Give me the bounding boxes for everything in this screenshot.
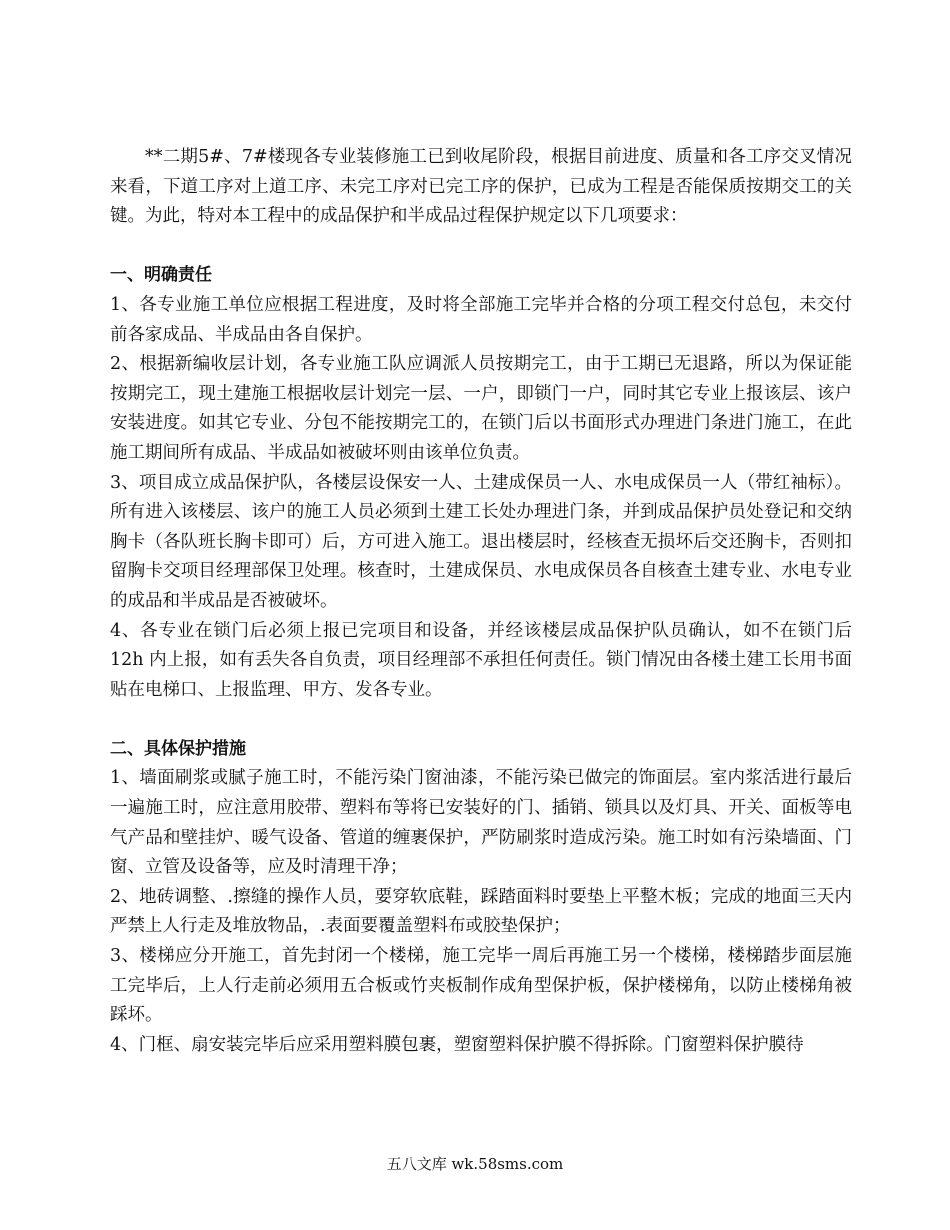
- spacer: [110, 705, 852, 735]
- document-body: [110, 143, 852, 1060]
- list-item: 1、墙面刷浆或腻子施工时，不能污染门窗油漆，不能污染已做完的饰面层。室内浆活进行最后一遍施工时，应注意用胶带、塑料布等将已安装好的门、插销、锁具以及灯具、开关、面板等电气产品和壁挂炉、暖气设备、管道的缠裹保护，严防刷浆时造成污染。施工时如有污染墙面、门窗、立管及设备等，应及时清理干净；: [110, 768, 852, 878]
- list-item: 3、楼梯应分开施工，首先封闭一个楼梯，施工完毕一周后再施工另一个楼梯，楼梯踏步面层施工完毕后，上人行走前必须用五合板或竹夹板制作成角型保护板，保护楼梯角，以防止楼梯角被踩坏。: [110, 946, 852, 1026]
- list-item: 4、门框、扇安装完毕后应采用塑料膜包裹，塑窗塑料保护膜不得拆除。门窗塑料保护膜待: [110, 1034, 804, 1055]
- list-item: 2、地砖调整、.擦缝的操作人员，要穿软底鞋，踩踏面料时要垫上平整木板；完成的地面三天内严禁上人行走及堆放物品，.表面要覆盖塑料布或胶垫保护；: [110, 886, 852, 937]
- footer-watermark: 五八文库 wk.58sms.com: [386, 1155, 564, 1173]
- section-heading-measures: 二、具体保护措施: [110, 738, 246, 759]
- list-item: 1、各专业施工单位应根据工程进度，及时将全部施工完毕并合格的分项工程交付总包，未交付前各家成品、半成品由各自保护。: [110, 294, 852, 345]
- list-item: 2、根据新编收层计划，各专业施工队应调派人员按期完工，由于工期已无退路，所以为保证能按期完工，现土建施工根据收层计划完一层、一户，即锁门一户，同时其它专业上报该层、该户安装进度。如其它专业、分包不能按期完工的，在锁门后以书面形式办理进门条进门施工，在此施工期间所有成品、半成品如被破坏则由该单位负责。: [110, 354, 852, 463]
- list-item: 3、项目成立成品保护队，各楼层设保安一人、土建成保员一人、水电成保员一人（带红袖标）。所有进入该楼层、该户的施工人员必须到土建工长处办理进门条，并到成品保护员处登记和交纳胸卡（各队班长胸卡即可）后，方可进入施工。退出楼层时，经核查无损坏后交还胸卡，否则扣留胸卡交项目经理部保卫处理。核查时，土建成保员、水电成保员各自核查土建专业、水电专业的成品和半成品是否被破坏。: [110, 472, 852, 611]
- intro-paragraph: **二期5#、7#楼现各专业装修施工已到收尾阶段，根据目前进度、质量和各工序交叉情况来看，下道工序对上道工序、未完工序对已完工序的保护，已成为工程是否能保质按期交工的关键。为此，特对本工程中的成品保护和半成品过程保护规定以下几项要求：: [110, 147, 852, 227]
- list-item: 4、各专业在锁门后必须上报已完项目和设备，并经该楼层成品保护队员确认，如不在锁门后12h 内上报，如有丢失各自负责，项目经理部不承担任何责任。锁门情况由各楼土建工长用书面贴在电梯口、上报监理、甲方、发各专业。: [110, 620, 852, 700]
- spacer: [110, 232, 852, 262]
- section-heading-responsibility: 一、明确责任: [110, 265, 212, 286]
